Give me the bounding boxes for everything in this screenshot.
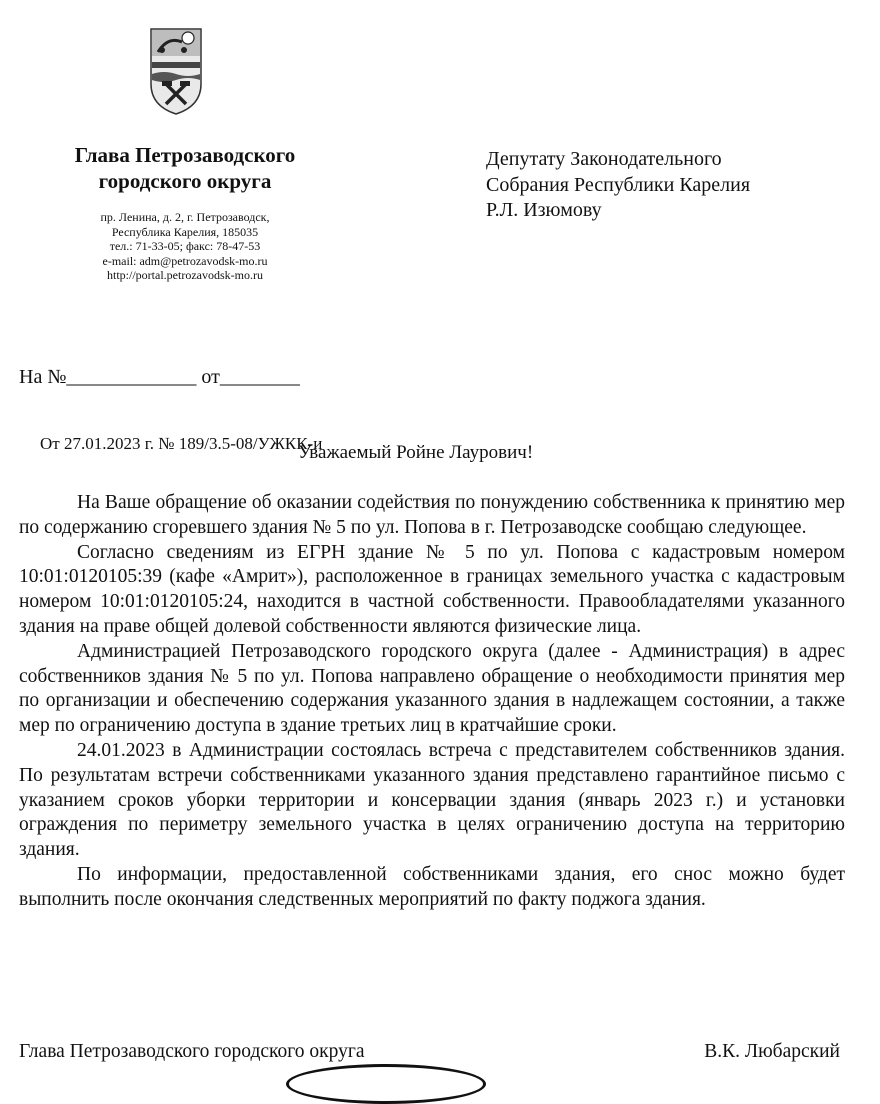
reference-line: На №_____________ от________ [19,366,300,388]
body-paragraph: Администрацией Петрозаводского городского округа (далее - Администрация) в адрес собственников здания № 5 по ул. Попова направлено обращение о необходимости принятия мер по организации и обеспечению содержания указанного здания в надлежащем состоянии, а также мер по ограничению доступа в здание третьих лиц в кратчайшие сроки. [19,640,845,737]
contact-address: пр. Ленина, д. 2, г. Петрозаводск, [100,210,270,224]
petrozavodsk-coat-of-arms-icon [148,26,204,116]
contact-website: http://portal.petrozavodsk-mo.ru [107,268,263,283]
body-paragraph: 24.01.2023 в Администрации состоялась встреча с представителем собственников здания. По результатам встречи собственниками указанного здания представлено гарантийное письмо с указанием сроков уборки территории и консервации здания (январь 2023 г.) и установки ограждения по периметру земельного участка в целях ограничению доступа на территорию здания. [19,739,845,861]
recipient-line: Собрания Республики Карелия [486,173,751,196]
signature-name: В.К. Любарский [704,1041,840,1062]
org-title-line1: Глава Петрозаводского [74,143,296,167]
contact-phone: тел.: 71-33-05; факс: 78-47-53 [109,239,261,254]
outgoing-reference: От 27.01.2023 г. № 189/3.5-08/УЖКК-и [40,434,323,453]
recipient-name: Р.Л. Изюмову [486,199,602,221]
recipient-block [486,147,866,224]
org-title-line2: городского округа [98,169,272,193]
org-title [40,142,330,194]
salutation: Уважаемый Ройне Лаурович! [298,442,534,463]
recipient-line: Депутату Законодательного [486,148,722,170]
contact-email: e-mail: adm@petrozavodsk-mo.ru [102,253,268,268]
signature-position: Глава Петрозаводского городского округа [19,1041,365,1062]
body-paragraph: Согласно сведениям из ЕГРН здание № 5 по ул. Попова с кадастровым номером 10:01:0120105:39 (кафе «Амрит»), расположенное в границах земельного участка с кадастровым номером 10:01:0120105:24, находится в частной собственности. Правообладателями указанного здания на праве общей долевой собственности являются физические лица. [19,541,845,637]
body-paragraph: По информации, предоставленной собственниками здания, его снос можно будет выполнить после окончания следственных мероприятий по факту поджога здания. [19,863,845,910]
stamp-edge [286,1064,486,1104]
body-paragraph: На Ваше обращение об оказании содействия по понуждению собственника к принятию мер по содержанию сгоревшего здания № 5 по ул. Попова в г. Петрозаводске сообщаю следующее. [19,492,845,538]
contact-region: Республика Карелия, 185035 [111,224,259,239]
letter-body [19,491,845,913]
org-contacts [40,210,330,283]
